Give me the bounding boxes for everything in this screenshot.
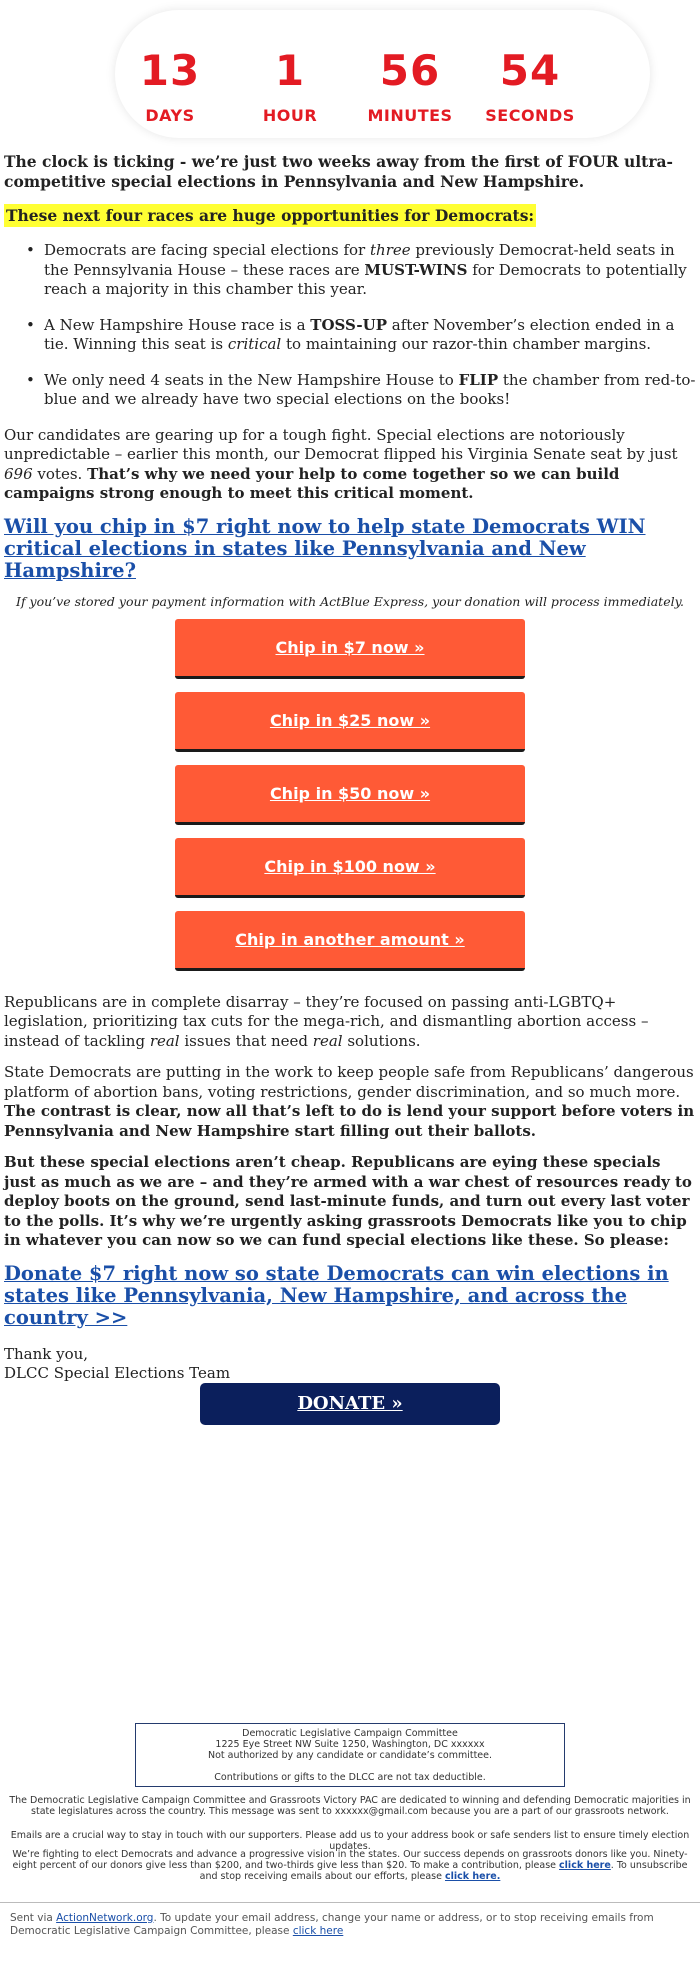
chip-100-button[interactable]: Chip in $100 now » bbox=[175, 838, 525, 898]
email-body bbox=[4, 152, 696, 1383]
countdown-days bbox=[115, 48, 225, 125]
candidates-paragraph: Our candidates are gearing up for a tough fight. Special elections are notoriously unpredictable – earlier this month, our Democrat flipped his Virginia Senate seat by just 696 votes. That’s why we need your help to come together so we can build campaigns strong enough to meet this critical moment. bbox=[4, 425, 678, 502]
chip-50-button[interactable]: Chip in $50 now » bbox=[175, 765, 525, 825]
countdown-timer bbox=[115, 10, 650, 138]
countdown-hours-value: 1 bbox=[274, 46, 306, 95]
highlight-heading: These next four races are huge opportunities for Democrats: bbox=[6, 206, 535, 225]
donation-buttons bbox=[175, 619, 525, 971]
countdown-hours-label: HOUR bbox=[262, 106, 318, 125]
republicans-paragraph: Republicans are in complete disarray – they’re focused on passing anti-LGBTQ+ legislation, prioritizing tax cuts for the mega-rich, and dismantling abortion access – instead of tackling real issues that need real solutions. bbox=[4, 992, 649, 1050]
donate-button[interactable]: DONATE » bbox=[200, 1383, 500, 1425]
unsubscribe-click-here-link[interactable]: click here. bbox=[444, 1871, 501, 1882]
countdown-days-value: 13 bbox=[139, 46, 201, 95]
countdown-hours bbox=[235, 48, 345, 125]
footer-fighting-text: We’re fighting to elect Democrats and advance a progressive vision in the states. Our success depends on grassroots donors like you. Ninety-eight percent of our donors give less than $200, and two-thirds give less than $20. To make a contribution, please click here. To unsubscribe and stop receiving emails about our efforts, please click here. bbox=[12, 1849, 688, 1882]
sent-via-text: Sent via ActionNetwork.org. To update your email address, change your name or address, or to stop receiving emails from Democratic Legislative Campaign Committee, please click here bbox=[10, 1912, 654, 1937]
footer-org-name: Democratic Legislative Campaign Committee bbox=[242, 1728, 458, 1739]
footer-not-authorized: Not authorized by any candidate or candidate’s committee. bbox=[207, 1750, 493, 1761]
footer-divider bbox=[0, 1902, 700, 1903]
countdown-seconds-value: 54 bbox=[499, 46, 561, 95]
countdown-minutes-value: 56 bbox=[379, 46, 441, 95]
special-elections-paragraph: But these special elections aren’t cheap. Republicans are eying these specials just as much as we are – and they’re armed with a war chest of resources ready to deploy boots on the ground, send last-minute funds, and turn out every last voter to the polls. It’s why we’re urgently asking grassroots Democrats like you to chip in whatever you can now so we can fund special elections like these. So please: bbox=[4, 1153, 692, 1249]
footer-address-box bbox=[135, 1723, 565, 1787]
actblue-express-note: If you’ve stored your payment information with ActBlue Express, your donation will process immediately. bbox=[16, 593, 684, 609]
state-democrats-paragraph: State Democrats are putting in the work to keep people safe from Republicans’ dangerous platform of abortion bans, voting restrictions, gender discrimination, and so much more. The contrast is clear, now all that’s left to do is lend your support before voters in Pennsylvania and New Hampshire start filling out their ballots. bbox=[4, 1063, 695, 1140]
action-network-link[interactable]: ActionNetwork.org bbox=[56, 1912, 154, 1924]
countdown-seconds-label: SECONDS bbox=[485, 106, 575, 125]
chip-25-button[interactable]: Chip in $25 now » bbox=[175, 692, 525, 752]
chip-other-amount-button[interactable]: Chip in another amount » bbox=[175, 911, 525, 971]
countdown-days-label: DAYS bbox=[145, 106, 195, 125]
footer-tax-note: Contributions or gifts to the DLCC are not tax deductible. bbox=[214, 1772, 486, 1783]
races-list bbox=[32, 241, 696, 410]
signoff-team: DLCC Special Elections Team bbox=[4, 1363, 231, 1382]
footer-address: 1225 Eye Street NW Suite 1250, Washington, DC xxxxxx bbox=[215, 1739, 485, 1750]
countdown-minutes bbox=[355, 48, 465, 125]
intro-text: The clock is ticking - we’re just two weeks away from the first of FOUR ultra-competitive special elections in Pennsylvania and New Hampshire. bbox=[4, 152, 673, 191]
list-item: • Democrats are facing special elections for three previously Democrat-held seats in the Pennsylvania House – these races are MUST-WINS for Democrats to potentially reach a majority in this chamber this year. bbox=[32, 241, 696, 300]
signoff bbox=[4, 1345, 696, 1383]
countdown-minutes-label: MINUTES bbox=[367, 106, 453, 125]
donate-7-link[interactable]: Donate $7 right now so state Democrats can win elections in states like Pennsylvania, New Hampshire, and across the country >> bbox=[4, 1261, 669, 1329]
list-item: • A New Hampshire House race is a TOSS-UP after November’s election ended in a tie. Winning this seat is critical to maintaining our razor-thin chamber margins. bbox=[32, 316, 696, 355]
chip-in-ask-link[interactable]: Will you chip in $7 right now to help state Democrats WIN critical elections in states like Pennsylvania and New Hampshire? bbox=[4, 514, 646, 582]
contribute-click-here-link[interactable]: click here bbox=[559, 1860, 611, 1871]
footer-emails-text: Emails are a crucial way to stay in touch with our supporters. Please add us to your address book or safe senders list to ensure timely election updates. bbox=[10, 1830, 690, 1852]
chip-7-button[interactable]: Chip in $7 now » bbox=[175, 619, 525, 679]
update-email-click-here-link[interactable]: click here bbox=[292, 1925, 344, 1937]
countdown-seconds bbox=[475, 48, 585, 125]
list-item: • We only need 4 seats in the New Hampshire House to FLIP the chamber from red-to-blue and we already have two special elections on the books! bbox=[32, 371, 696, 410]
footer-dedicated-text: The Democratic Legislative Campaign Committee and Grassroots Victory PAC are dedicated to winning and defending Democratic majorities in state legislatures across the country. This message was sent to xxxxxx@gmail.com because you are a part of our grassroots network. bbox=[9, 1795, 691, 1817]
signoff-thanks: Thank you, bbox=[4, 1344, 89, 1363]
